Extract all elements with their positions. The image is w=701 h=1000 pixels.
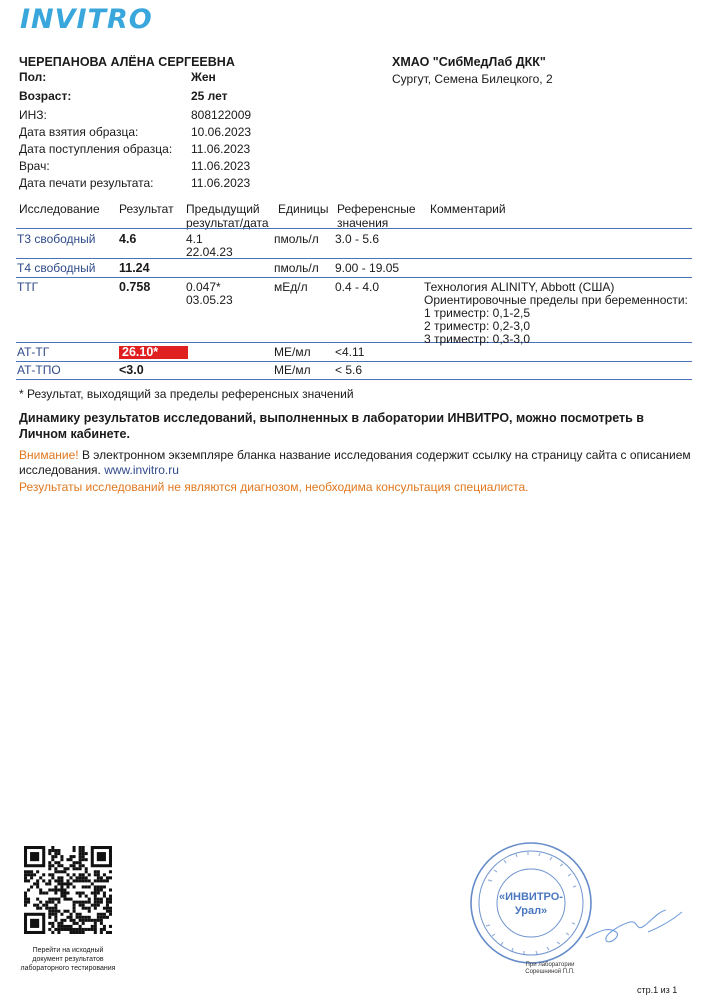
test-name-link[interactable]: АТ-ТПО <box>17 363 61 377</box>
result-value <box>119 364 144 377</box>
lab-address: Сургут, Семена Билецкого, 2 <box>392 72 553 86</box>
result-value <box>119 233 136 246</box>
result-value <box>119 262 150 275</box>
notice-text: В электронном экземпляре бланка название исследования содержит ссылку на страницу сайта с описанием исследования. <box>19 448 691 477</box>
comment-line: 3 триместр: 0,3-3,0 <box>424 332 531 346</box>
result-text: <3.0 <box>119 363 144 377</box>
test-name-link[interactable]: Т3 свободный <box>17 232 96 246</box>
lab-name: ХМАО "СибМедЛаб ДКК" <box>392 55 546 69</box>
units: пмоль/л <box>274 261 319 275</box>
info-label: Врач: <box>19 159 50 173</box>
header-previous-line1: Предыдущий <box>186 202 260 216</box>
header-reference-line1: Референсные <box>337 202 416 216</box>
stamp-caption: При лаборатории Сорешниной П.П. <box>525 962 575 975</box>
info-row <box>19 70 379 87</box>
info-value: 25 лет <box>191 89 228 103</box>
info-label: Дата взятия образца: <box>19 125 139 139</box>
info-label: ИНЗ: <box>19 108 47 122</box>
units: МЕ/мл <box>274 363 311 377</box>
info-row <box>19 142 379 159</box>
info-value: 11.06.2023 <box>191 142 251 156</box>
result-value <box>119 346 188 359</box>
previous-value: 0.047* <box>186 280 221 294</box>
dynamics-note: Динамику результатов исследований, выполненных в лаборатории ИНВИТРО, можно посмотреть в Личном кабинете. <box>19 411 644 441</box>
info-value: 808122009 <box>191 108 252 122</box>
units: МЕ/мл <box>274 345 311 359</box>
units: пмоль/л <box>274 232 319 246</box>
header-test: Исследование <box>19 202 100 216</box>
header-reference <box>337 202 416 230</box>
info-value: Жен <box>191 70 216 84</box>
comment-line: Технология ALINITY, Abbott (США) <box>424 280 615 294</box>
info-value: 10.06.2023 <box>191 125 252 139</box>
reference-range: 0.4 - 4.0 <box>335 280 380 294</box>
header-result: Результат <box>119 202 174 216</box>
signature-icon <box>578 902 688 952</box>
qr-caption: Перейти на исходный документ результатов лабораторного тестирования <box>20 947 116 972</box>
header-reference-line2: значения <box>337 216 389 230</box>
comment-line: 1 триместр: 0,1-2,5 <box>424 306 531 320</box>
header-previous-line2: результат/дата <box>186 216 269 230</box>
info-label: Дата поступления образца: <box>19 142 173 156</box>
info-row <box>19 159 379 176</box>
table-divider <box>16 258 692 259</box>
test-name-link[interactable]: Т4 свободный <box>17 261 96 275</box>
previous-value: 4.1 <box>186 232 203 246</box>
disclaimer: Результаты исследований не являются диагнозом, необходима консультация специалиста. <box>19 480 529 494</box>
result-text: 4.6 <box>119 232 137 246</box>
info-value: 11.06.2023 <box>191 159 251 173</box>
stamp-line1: «ИНВИТРО- <box>499 891 563 903</box>
info-label: Пол: <box>19 70 47 84</box>
result-text: 11.24 <box>119 261 150 275</box>
stamp-icon <box>468 840 594 966</box>
stamp-line2: Урал» <box>514 905 548 917</box>
units: мЕд/л <box>274 280 308 294</box>
table-divider <box>16 379 692 380</box>
test-name-link[interactable]: ТТГ <box>17 280 39 294</box>
table-divider <box>16 228 692 229</box>
previous-date: 03.05.23 <box>186 293 233 307</box>
info-label: Возраст: <box>19 89 72 103</box>
page-number: стр.1 из 1 <box>637 985 678 995</box>
footnote: * Результат, выходящий за пределы референсных значений <box>19 387 354 401</box>
result-value <box>119 281 150 294</box>
result-text: 0.758 <box>119 280 151 294</box>
info-row <box>19 108 379 125</box>
previous-result <box>186 233 233 259</box>
info-row <box>19 125 379 142</box>
table-divider <box>16 277 692 278</box>
comment <box>424 281 694 346</box>
comment-line: 2 триместр: 0,2-3,0 <box>424 319 531 333</box>
notice-warning-word: Внимание! <box>19 448 79 462</box>
patient-name: ЧЕРЕПАНОВА АЛЁНА СЕРГЕЕВНА <box>19 55 235 69</box>
info-label: Дата печати результата: <box>19 176 154 190</box>
invitro-link[interactable]: www.invitro.ru <box>104 463 179 477</box>
comment-line: Ориентировочные пределы при беременности: <box>424 293 688 307</box>
header-previous <box>186 202 269 230</box>
header-units: Единицы <box>278 202 329 216</box>
reference-range: 9.00 - 19.05 <box>335 261 400 275</box>
notice <box>19 448 691 478</box>
reference-range: <4.11 <box>335 345 365 359</box>
reference-range: 3.0 - 5.6 <box>335 232 380 246</box>
result-flagged: 26.10* <box>119 346 188 359</box>
info-value: 11.06.2023 <box>191 176 251 190</box>
invitro-logo: INVITRO <box>20 4 153 35</box>
reference-range: < 5.6 <box>335 363 363 377</box>
info-row <box>19 176 379 193</box>
info-row <box>19 89 379 106</box>
previous-date: 22.04.23 <box>186 245 233 259</box>
table-divider <box>16 361 692 362</box>
qr-code-icon[interactable] <box>24 846 112 934</box>
previous-result <box>186 281 233 307</box>
test-name-link[interactable]: АТ-ТГ <box>17 345 50 359</box>
header-comment: Комментарий <box>430 202 506 216</box>
